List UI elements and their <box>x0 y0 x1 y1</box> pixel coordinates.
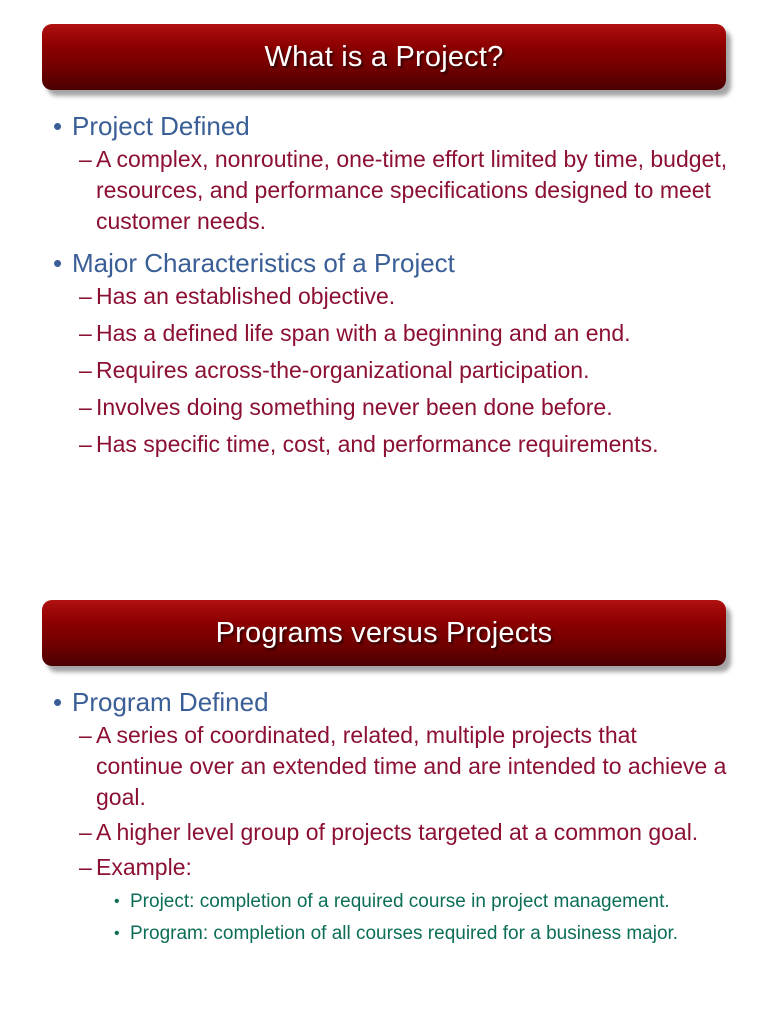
list-item-text: A complex, nonroutine, one-time effort limited by time, budget, resources, and performance specifications designed to meet customer needs. <box>96 146 728 234</box>
list-item-text: Has specific time, cost, and performance requirements. <box>96 431 659 457</box>
list-item <box>0 318 768 349</box>
section-heading-text: Major Characteristics of a Project <box>72 248 455 278</box>
list-item <box>0 355 768 386</box>
bullet-icon: • <box>53 111 63 141</box>
dash-icon: – <box>79 819 92 845</box>
example-item <box>0 889 768 915</box>
list-item <box>0 429 768 460</box>
list-item-text: Has a defined life span with a beginning and an end. <box>96 320 631 346</box>
bullet-icon: • <box>114 925 120 942</box>
dash-icon: – <box>79 320 92 346</box>
list-item-text: Requires across-the-organizational participation. <box>96 357 590 383</box>
dash-icon: – <box>79 283 92 309</box>
list-item <box>0 144 768 237</box>
example-item <box>0 921 768 947</box>
dash-icon: – <box>79 357 92 383</box>
list-item-text: A higher level group of projects targeted at a common goal. <box>96 819 699 845</box>
dash-icon: – <box>79 722 92 748</box>
list-item-text: Example: <box>96 854 192 880</box>
list-item-text: A series of coordinated, related, multiple projects that continue over an extended time and are intended to achieve a goal. <box>96 722 727 810</box>
bullet-icon: • <box>53 687 63 717</box>
list-item-text: Has an established objective. <box>96 283 396 309</box>
slide-title-bar <box>42 600 726 666</box>
dash-icon: – <box>79 431 92 457</box>
list-item <box>0 392 768 423</box>
list-item <box>0 817 768 848</box>
example-item-text: Project: completion of a required course in project management. <box>130 891 670 912</box>
dash-icon: – <box>79 146 92 172</box>
list-item <box>0 720 768 813</box>
section-heading-program-defined <box>0 684 768 720</box>
dash-icon: – <box>79 854 92 880</box>
bullet-icon: • <box>114 893 120 910</box>
section-heading-text: Project Defined <box>72 111 250 141</box>
slide-title-bar <box>42 24 726 90</box>
slide-title: What is a Project? <box>264 40 504 73</box>
slide-title: Programs versus Projects <box>215 616 553 649</box>
bullet-icon: • <box>53 248 63 278</box>
dash-icon: – <box>79 394 92 420</box>
list-item <box>0 281 768 312</box>
section-heading-text: Program Defined <box>72 687 269 717</box>
section-heading-project-defined <box>0 108 768 144</box>
slide-programs-versus-projects <box>0 576 768 1024</box>
list-item <box>0 852 768 883</box>
characteristics-group <box>0 245 768 460</box>
section-heading-major-characteristics <box>0 245 768 281</box>
slide-content <box>0 682 768 947</box>
list-item-text: Involves doing something never been done before. <box>96 394 613 420</box>
slide-content <box>0 106 768 466</box>
example-item-text: Program: completion of all courses required for a business major. <box>130 923 679 944</box>
